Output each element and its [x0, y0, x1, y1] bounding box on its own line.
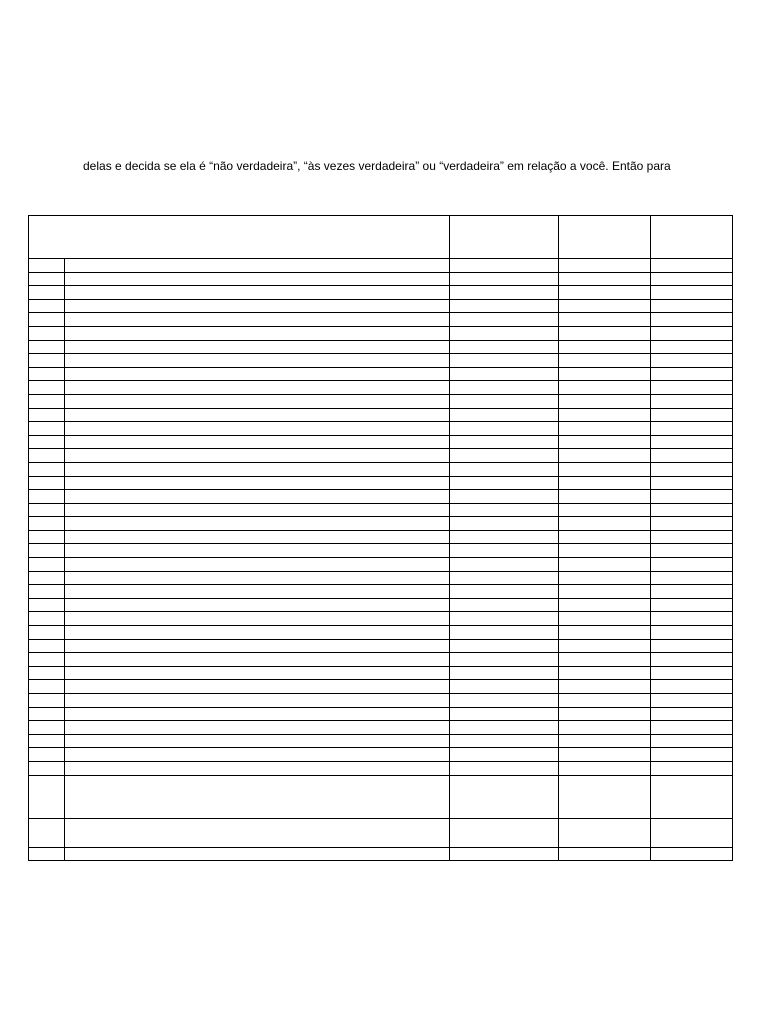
answer-nao-verdadeira-cell[interactable]	[450, 721, 559, 735]
answer-as-vezes-verdadeira-cell[interactable]	[559, 462, 651, 476]
row-number-cell	[29, 653, 65, 667]
answer-verdadeira-cell[interactable]	[651, 462, 733, 476]
table-row	[29, 530, 733, 544]
answer-verdadeira-cell[interactable]	[651, 490, 733, 504]
answer-nao-verdadeira-cell[interactable]	[450, 422, 559, 436]
answer-nao-verdadeira-cell[interactable]	[450, 299, 559, 313]
table-row	[29, 558, 733, 572]
table-row	[29, 517, 733, 531]
answer-as-vezes-verdadeira-cell[interactable]	[559, 626, 651, 640]
answer-as-vezes-verdadeira-cell[interactable]	[559, 299, 651, 313]
answer-as-vezes-verdadeira-cell[interactable]	[559, 340, 651, 354]
row-number-cell	[29, 259, 65, 273]
row-number-cell	[29, 490, 65, 504]
answer-as-vezes-verdadeira-cell[interactable]	[559, 598, 651, 612]
answer-nao-verdadeira-cell[interactable]	[450, 476, 559, 490]
answer-nao-verdadeira-cell[interactable]	[450, 530, 559, 544]
table-row	[29, 326, 733, 340]
row-statement-cell	[65, 571, 450, 585]
row-statement-cell	[65, 435, 450, 449]
row-number-cell	[29, 313, 65, 327]
answer-nao-verdadeira-cell[interactable]	[450, 734, 559, 748]
row-number-cell	[29, 721, 65, 735]
table-row	[29, 367, 733, 381]
row-statement-cell	[65, 847, 450, 861]
answer-verdadeira-cell[interactable]	[651, 517, 733, 531]
answer-nao-verdadeira-cell[interactable]	[450, 490, 559, 504]
answer-verdadeira-cell[interactable]	[651, 272, 733, 286]
answer-as-vezes-verdadeira-cell[interactable]	[559, 775, 651, 818]
header-verdadeira-cell	[651, 216, 733, 259]
table-row	[29, 476, 733, 490]
answer-as-vezes-verdadeira-cell[interactable]	[559, 259, 651, 273]
answer-as-vezes-verdadeira-cell[interactable]	[559, 408, 651, 422]
row-statement-cell	[65, 666, 450, 680]
answer-as-vezes-verdadeira-cell[interactable]	[559, 571, 651, 585]
row-statement-cell	[65, 775, 450, 818]
row-number-cell	[29, 340, 65, 354]
row-number-cell	[29, 326, 65, 340]
answer-as-vezes-verdadeira-cell[interactable]	[559, 394, 651, 408]
header-nao-verdadeira-cell	[450, 216, 559, 259]
table-row	[29, 299, 733, 313]
row-number-cell	[29, 462, 65, 476]
table-row	[29, 639, 733, 653]
table-row	[29, 612, 733, 626]
table-row	[29, 653, 733, 667]
table-row	[29, 761, 733, 775]
row-statement-cell	[65, 422, 450, 436]
answer-as-vezes-verdadeira-cell[interactable]	[559, 666, 651, 680]
answer-verdadeira-cell[interactable]	[651, 721, 733, 735]
row-number-cell	[29, 286, 65, 300]
answer-nao-verdadeira-cell[interactable]	[450, 571, 559, 585]
answer-verdadeira-cell[interactable]	[651, 326, 733, 340]
answer-verdadeira-cell[interactable]	[651, 544, 733, 558]
answer-as-vezes-verdadeira-cell[interactable]	[559, 818, 651, 847]
table-row	[29, 340, 733, 354]
answer-nao-verdadeira-cell[interactable]	[450, 558, 559, 572]
answer-verdadeira-cell[interactable]	[651, 694, 733, 708]
table-row	[29, 734, 733, 748]
answer-as-vezes-verdadeira-cell[interactable]	[559, 422, 651, 436]
answer-nao-verdadeira-cell[interactable]	[450, 598, 559, 612]
answer-as-vezes-verdadeira-cell[interactable]	[559, 612, 651, 626]
row-number-cell	[29, 299, 65, 313]
answer-nao-verdadeira-cell[interactable]	[450, 462, 559, 476]
row-number-cell	[29, 818, 65, 847]
answer-nao-verdadeira-cell[interactable]	[450, 847, 559, 861]
row-number-cell	[29, 408, 65, 422]
row-statement-cell	[65, 517, 450, 531]
row-statement-cell	[65, 761, 450, 775]
row-number-cell	[29, 734, 65, 748]
table-row	[29, 435, 733, 449]
answer-nao-verdadeira-cell[interactable]	[450, 340, 559, 354]
answer-as-vezes-verdadeira-cell[interactable]	[559, 517, 651, 531]
row-statement-cell	[65, 299, 450, 313]
row-number-cell	[29, 422, 65, 436]
table-row	[29, 721, 733, 735]
answer-as-vezes-verdadeira-cell[interactable]	[559, 381, 651, 395]
answer-as-vezes-verdadeira-cell[interactable]	[559, 354, 651, 368]
table-row	[29, 818, 733, 847]
row-statement-cell	[65, 626, 450, 640]
row-number-cell	[29, 761, 65, 775]
answer-nao-verdadeira-cell[interactable]	[450, 818, 559, 847]
answer-nao-verdadeira-cell[interactable]	[450, 761, 559, 775]
answer-verdadeira-cell[interactable]	[651, 558, 733, 572]
row-number-cell	[29, 449, 65, 463]
answer-verdadeira-cell[interactable]	[651, 530, 733, 544]
answer-nao-verdadeira-cell[interactable]	[450, 503, 559, 517]
row-number-cell	[29, 354, 65, 368]
answer-verdadeira-cell[interactable]	[651, 354, 733, 368]
table-row	[29, 408, 733, 422]
table-row	[29, 694, 733, 708]
table-row	[29, 286, 733, 300]
answer-as-vezes-verdadeira-cell[interactable]	[559, 748, 651, 762]
answer-nao-verdadeira-cell[interactable]	[450, 272, 559, 286]
answer-verdadeira-cell[interactable]	[651, 707, 733, 721]
answer-as-vezes-verdadeira-cell[interactable]	[559, 313, 651, 327]
row-statement-cell	[65, 503, 450, 517]
table-row	[29, 680, 733, 694]
answer-verdadeira-cell[interactable]	[651, 340, 733, 354]
answer-nao-verdadeira-cell[interactable]	[450, 694, 559, 708]
row-number-cell	[29, 503, 65, 517]
row-number-cell	[29, 435, 65, 449]
answer-nao-verdadeira-cell[interactable]	[450, 367, 559, 381]
row-number-cell	[29, 394, 65, 408]
row-number-cell	[29, 544, 65, 558]
row-statement-cell	[65, 340, 450, 354]
answer-verdadeira-cell[interactable]	[651, 666, 733, 680]
row-statement-cell	[65, 381, 450, 395]
answer-as-vezes-verdadeira-cell[interactable]	[559, 653, 651, 667]
answer-verdadeira-cell[interactable]	[651, 818, 733, 847]
answer-as-vezes-verdadeira-cell[interactable]	[559, 585, 651, 599]
row-statement-cell	[65, 462, 450, 476]
answer-nao-verdadeira-cell[interactable]	[450, 612, 559, 626]
table-row	[29, 354, 733, 368]
answer-as-vezes-verdadeira-cell[interactable]	[559, 530, 651, 544]
row-statement-cell	[65, 272, 450, 286]
row-number-cell	[29, 612, 65, 626]
table-row	[29, 571, 733, 585]
answer-nao-verdadeira-cell[interactable]	[450, 666, 559, 680]
table-row	[29, 707, 733, 721]
answer-nao-verdadeira-cell[interactable]	[450, 408, 559, 422]
answer-nao-verdadeira-cell[interactable]	[450, 435, 559, 449]
row-number-cell	[29, 558, 65, 572]
answer-verdadeira-cell[interactable]	[651, 367, 733, 381]
table-row	[29, 847, 733, 861]
answer-nao-verdadeira-cell[interactable]	[450, 381, 559, 395]
row-statement-cell	[65, 286, 450, 300]
row-statement-cell	[65, 544, 450, 558]
answer-as-vezes-verdadeira-cell[interactable]	[559, 272, 651, 286]
instruction-text: delas e decida se ela é “não verdadeira”, “às vezes verdadeira” ou “verdadeira” em relação a você. Então para	[83, 159, 671, 173]
table-row	[29, 381, 733, 395]
answer-as-vezes-verdadeira-cell[interactable]	[559, 680, 651, 694]
answer-as-vezes-verdadeira-cell[interactable]	[559, 286, 651, 300]
answer-verdadeira-cell[interactable]	[651, 571, 733, 585]
answer-nao-verdadeira-cell[interactable]	[450, 259, 559, 273]
row-statement-cell	[65, 639, 450, 653]
answer-verdadeira-cell[interactable]	[651, 847, 733, 861]
answer-verdadeira-cell[interactable]	[651, 626, 733, 640]
table-row	[29, 585, 733, 599]
answer-nao-verdadeira-cell[interactable]	[450, 544, 559, 558]
row-statement-cell	[65, 694, 450, 708]
answer-as-vezes-verdadeira-cell[interactable]	[559, 503, 651, 517]
table-row	[29, 775, 733, 818]
answer-as-vezes-verdadeira-cell[interactable]	[559, 490, 651, 504]
answer-as-vezes-verdadeira-cell[interactable]	[559, 694, 651, 708]
row-statement-cell	[65, 313, 450, 327]
table-row	[29, 449, 733, 463]
row-number-cell	[29, 626, 65, 640]
answer-as-vezes-verdadeira-cell[interactable]	[559, 367, 651, 381]
answer-verdadeira-cell[interactable]	[651, 734, 733, 748]
row-statement-cell	[65, 585, 450, 599]
row-number-cell	[29, 639, 65, 653]
row-statement-cell	[65, 653, 450, 667]
answer-nao-verdadeira-cell[interactable]	[450, 680, 559, 694]
answer-nao-verdadeira-cell[interactable]	[450, 707, 559, 721]
answer-as-vezes-verdadeira-cell[interactable]	[559, 847, 651, 861]
answer-verdadeira-cell[interactable]	[651, 422, 733, 436]
table-header-row	[29, 216, 733, 259]
table-row	[29, 666, 733, 680]
answer-verdadeira-cell[interactable]	[651, 449, 733, 463]
answer-verdadeira-cell[interactable]	[651, 313, 733, 327]
row-number-cell	[29, 680, 65, 694]
answer-verdadeira-cell[interactable]	[651, 612, 733, 626]
answer-nao-verdadeira-cell[interactable]	[450, 639, 559, 653]
row-statement-cell	[65, 721, 450, 735]
answer-nao-verdadeira-cell[interactable]	[450, 449, 559, 463]
answer-verdadeira-cell[interactable]	[651, 286, 733, 300]
answer-nao-verdadeira-cell[interactable]	[450, 517, 559, 531]
answer-verdadeira-cell[interactable]	[651, 435, 733, 449]
answer-verdadeira-cell[interactable]	[651, 381, 733, 395]
answer-verdadeira-cell[interactable]	[651, 761, 733, 775]
header-statement-cell	[29, 216, 450, 259]
row-number-cell	[29, 748, 65, 762]
table-row	[29, 259, 733, 273]
answer-verdadeira-cell[interactable]	[651, 680, 733, 694]
answer-as-vezes-verdadeira-cell[interactable]	[559, 761, 651, 775]
answer-as-vezes-verdadeira-cell[interactable]	[559, 639, 651, 653]
table-row	[29, 490, 733, 504]
answer-verdadeira-cell[interactable]	[651, 775, 733, 818]
answer-verdadeira-cell[interactable]	[651, 259, 733, 273]
table-row	[29, 272, 733, 286]
answer-verdadeira-cell[interactable]	[651, 653, 733, 667]
row-statement-cell	[65, 707, 450, 721]
row-number-cell	[29, 707, 65, 721]
answer-as-vezes-verdadeira-cell[interactable]	[559, 721, 651, 735]
answer-verdadeira-cell[interactable]	[651, 639, 733, 653]
answer-as-vezes-verdadeira-cell[interactable]	[559, 449, 651, 463]
answer-nao-verdadeira-cell[interactable]	[450, 326, 559, 340]
row-number-cell	[29, 847, 65, 861]
row-statement-cell	[65, 408, 450, 422]
row-number-cell	[29, 367, 65, 381]
row-statement-cell	[65, 490, 450, 504]
row-statement-cell	[65, 259, 450, 273]
row-number-cell	[29, 381, 65, 395]
table-row	[29, 598, 733, 612]
row-statement-cell	[65, 394, 450, 408]
header-as-vezes-verdadeira-cell	[559, 216, 651, 259]
row-number-cell	[29, 517, 65, 531]
row-number-cell	[29, 571, 65, 585]
answer-nao-verdadeira-cell[interactable]	[450, 354, 559, 368]
answer-nao-verdadeira-cell[interactable]	[450, 626, 559, 640]
row-statement-cell	[65, 734, 450, 748]
answer-nao-verdadeira-cell[interactable]	[450, 585, 559, 599]
answer-nao-verdadeira-cell[interactable]	[450, 394, 559, 408]
table-row	[29, 394, 733, 408]
answer-as-vezes-verdadeira-cell[interactable]	[559, 558, 651, 572]
answer-nao-verdadeira-cell[interactable]	[450, 775, 559, 818]
table-row	[29, 462, 733, 476]
row-statement-cell	[65, 598, 450, 612]
answer-as-vezes-verdadeira-cell[interactable]	[559, 544, 651, 558]
row-statement-cell	[65, 530, 450, 544]
questionnaire-table	[28, 215, 733, 861]
row-statement-cell	[65, 449, 450, 463]
table-row	[29, 626, 733, 640]
row-number-cell	[29, 476, 65, 490]
answer-as-vezes-verdadeira-cell[interactable]	[559, 734, 651, 748]
row-statement-cell	[65, 354, 450, 368]
answer-nao-verdadeira-cell[interactable]	[450, 748, 559, 762]
answer-nao-verdadeira-cell[interactable]	[450, 313, 559, 327]
row-number-cell	[29, 272, 65, 286]
row-statement-cell	[65, 476, 450, 490]
answer-verdadeira-cell[interactable]	[651, 299, 733, 313]
row-statement-cell	[65, 367, 450, 381]
answer-verdadeira-cell[interactable]	[651, 598, 733, 612]
answer-as-vezes-verdadeira-cell[interactable]	[559, 707, 651, 721]
table-row	[29, 544, 733, 558]
row-statement-cell	[65, 748, 450, 762]
row-statement-cell	[65, 612, 450, 626]
row-statement-cell	[65, 680, 450, 694]
answer-as-vezes-verdadeira-cell[interactable]	[559, 476, 651, 490]
table-row	[29, 422, 733, 436]
answer-verdadeira-cell[interactable]	[651, 394, 733, 408]
row-number-cell	[29, 530, 65, 544]
answer-verdadeira-cell[interactable]	[651, 408, 733, 422]
answer-verdadeira-cell[interactable]	[651, 748, 733, 762]
table-row	[29, 503, 733, 517]
table-row	[29, 313, 733, 327]
answer-nao-verdadeira-cell[interactable]	[450, 286, 559, 300]
answer-as-vezes-verdadeira-cell[interactable]	[559, 435, 651, 449]
row-number-cell	[29, 775, 65, 818]
row-number-cell	[29, 585, 65, 599]
answer-verdadeira-cell[interactable]	[651, 503, 733, 517]
row-statement-cell	[65, 818, 450, 847]
answer-verdadeira-cell[interactable]	[651, 585, 733, 599]
row-number-cell	[29, 666, 65, 680]
answer-verdadeira-cell[interactable]	[651, 476, 733, 490]
row-statement-cell	[65, 558, 450, 572]
answer-as-vezes-verdadeira-cell[interactable]	[559, 326, 651, 340]
answer-nao-verdadeira-cell[interactable]	[450, 653, 559, 667]
row-statement-cell	[65, 326, 450, 340]
table-row	[29, 748, 733, 762]
row-number-cell	[29, 598, 65, 612]
row-number-cell	[29, 694, 65, 708]
